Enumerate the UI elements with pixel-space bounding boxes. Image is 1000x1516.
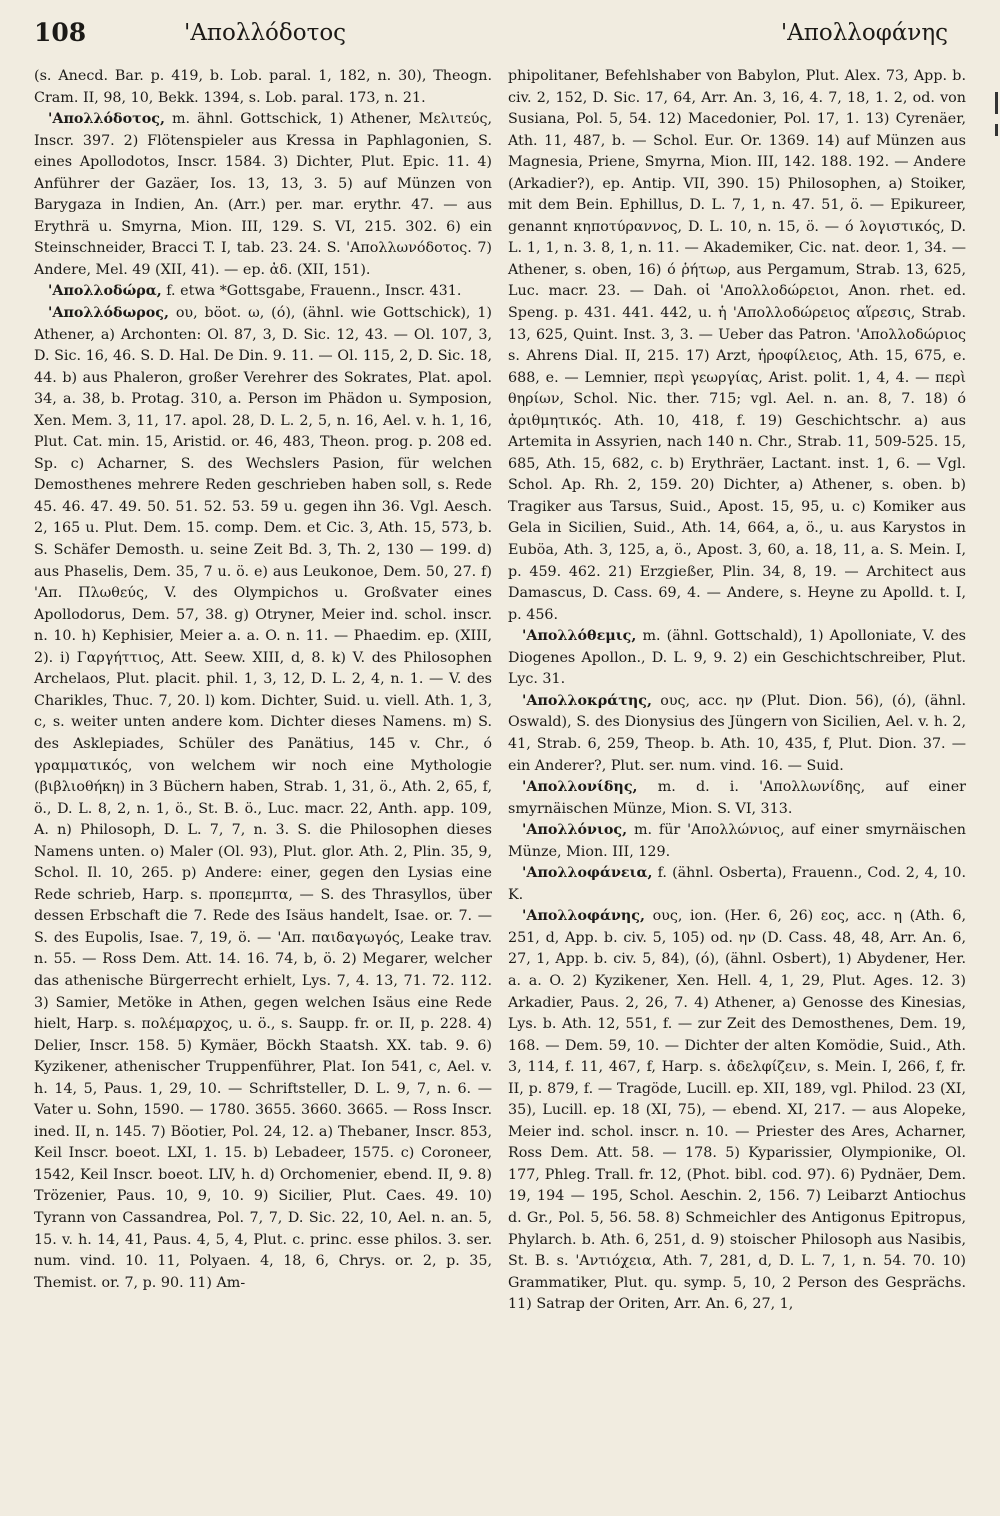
entry-text: ους, ion. (Her. 6, 26) εος, acc. η (Ath. 6, 251, d, App. b. civ. 5, 105) od. ην (D. Cass. 48, 48, Arr. An. 6, 27, 1, App. b. civ. 5, 84), (ό), (ähnl. Osbert), 1) Abydener, Her. a. a. O. 2) Kyzikener, Xen. Hell. 4, 1, 29, Plut. Ages. 12. 3) Arkadier, Paus. 2, 26, 7. 4) Athener, a) Genosse des Kinesias, Lys. b. Ath. 12, 551, f. — zur Zeit des Demosthenes, Dem. 19, 168. — Dem. 59, 10. — Dichter der alten Komödie, Suid., Ath. 3, 114, f. 11, 467, f, Harp. s. ἀδελφίζειν, s. Mein. I, 266, f, fr. II, p. 879, f. — Tragöde, Lucill. ep. XII, 189, vgl. Philod. 23 (XI, 35), Lucill. ep. 18 (XI, 75), — ebend. XI, 217. — aus Alopeke, Meier ind. schol. inscr. n. 10. — Priester des Ares, Acharner, Ross Dem. Att. 58. — 178. 5) Kyparissier, Olympionike, Ol. 177, Phleg. Trall. fr. 12, (Phot. bibl. cod. 97). 6) Pydnäer, Dem. 19, 194 — 195, Schol. Aeschin. 2, 156. 7) Leibarzt Antiochus d. Gr., Pol. 5, 56. 58. 8) Schmeichler des Antigonus Epitropus, Phylarch. b. Ath. 6, 251, d. 9) stoischer Philosoph aus Nasibis, St. B. s. 'Αντιόχεια, Ath. 7, 281, d, D. L. 7, 1, n. 54. 70. 10) Grammatiker, Plut. qu. symp. 5, 10, 2 Person des Gesprächs. 11) Satrap der Oriten, Arr. An. 6, 27, 1, — [508, 908, 967, 1313]
dictionary-entry — [34, 281, 492, 303]
entry-headword: 'Απολλοδώρα, — [48, 283, 162, 300]
edge-mark — [995, 92, 998, 114]
entry-headword: 'Απολλοφάνεια, — [522, 865, 653, 882]
entry-text: f. (ähnl. Osberta), Frauenn., Cod. 2, 4, 10. K. — [508, 865, 967, 903]
edge-mark — [995, 124, 998, 136]
dictionary-entry — [34, 303, 492, 1294]
page-header — [34, 18, 978, 60]
entry-headword: 'Απολλόδωρος, — [48, 305, 169, 322]
entry-text: m. für 'Απολλώνιος, auf einer smyrnäischen Münze, Mion. III, 129. — [508, 822, 966, 860]
dictionary-entry — [508, 906, 966, 1315]
dictionary-entry — [508, 777, 966, 820]
page-number: 108 — [34, 18, 87, 47]
entry-headword: 'Απολλοφάνης, — [522, 908, 645, 925]
entry-headword: 'Απολλόθεμις, — [522, 628, 637, 645]
guide-word-left: 'Απολλόδοτος — [184, 20, 347, 46]
entry-headword: 'Απολλοκράτης, — [522, 692, 652, 709]
entry-text: f. etwa *Gottsgabe, Frauenn., Inscr. 431. — [166, 283, 462, 300]
entry-headword: 'Απολλόνιος, — [522, 822, 628, 839]
dictionary-entry — [508, 820, 966, 863]
entry-text: ου, böot. ω, (ό), (ähnl. wie Gottschick), 1) Athener, a) Archonten: Ol. 87, 3, D. Sic. 12, 43. — Ol. 107, 3, D. Sic. 16, 46. S. D. Hal. De Din. 9. 11. — Ol. 115, 2, D. Sic. 18, 44. b) aus Phaleron, großer Verehrer des Sokrates, Plat. apol. 34, a. 38, b. Protag. 310, a. Person im Phädon u. Symposion, Xen. Mem. 3, 11, 17. apol. 28, D. L. 2, 5, n. 16, Ael. v. h. 1, 16, Plut. Cat. min. 15, Aristid. or. 46, 483, Theon. prog. p. 208 ed. Sp. c) Acharner, S. des Wechslers Pasion, für welchen Demosthenes mehrere Reden geschrieben haben soll, s. Rede 45. 46. 47. 49. 50. 51. 52. 53. 59 u. gegen ihn 36. Vgl. Aesch. 2, 165 u. Plut. Dem. 15. comp. Dem. et Cic. 3, Ath. 15, 573, b. S. Schäfer Demosth. u. seine Zeit Bd. 3, Th. 2, 130 — 199. d) aus Phaselis, Dem. 35, 7 u. ö. e) aus Leukonoe, Dem. 50, 27. f) 'Απ. Πλωθεύς, V. des Olympichos u. Großvater eines Apollodorus, Dem. 57, 38. g) Otryner, Meier ind. schol. inscr. n. 10. h) Kephisier, Meier a. a. O. n. 11. — Phaedim. ep. (XIII, 2). i) Γαργήττιος, Att. Seew. XIII, d, 8. k) V. des Philosophen Archelaos, Plut. placit. phil. 1, 3, 12, D. L. 2, 4, n. 1. — V. des Charikles, Thuc. 7, 20. l) kom. Dichter, Suid. u. viell. Ath. 1, 3, c, s. weiter unten andere kom. Dichter dieses Namens. m) S. des Asklepiades, Schüler des Panätius, 145 v. Chr., ό γραμματικός, von welchem wir noch eine Mythologie (βιβλιοθήκη) in 3 Büchern haben, Strab. 1, 31, ö., Ath. 2, 65, f, ö., D. L. 8, 2, n. 1, ö., St. B. ö., Luc. macr. 22, Anth. app. 109, A. n) Philosoph, D. L. 7, 7, n. 3. S. die Philosophen dieses Namens unten. o) Maler (Ol. 93), Plut. glor. Ath. 2, Plin. 35, 9, Schol. Il. 10, 265. p) Andere: einer, gegen den Lysias eine Rede schrieb, Harp. s. προπεμπτα, — S. des Thrasyllos, über dessen Erbschaft die 7. Rede des Isäus handelt, Isae. or. 7. — S. des Eupolis, Isae. 7, 19, ö. — 'Απ. παιδαγωγός, Leake trav. n. 55. — Ross Dem. Att. 14. 16. 74, b, ö. 2) Megarer, welcher das athenische Bürgerrecht erhielt, Lys. 7, 4. 13, 71. 72. 112. 3) Samier, Metöke in Athen, gegen welchen Isäus eine Rede hielt, Harp. s. πολέμαρχος, u. ö., s. Saupp. fr. or. II, p. 228. 4) Delier, Inscr. 158. 5) Kymäer, Böckh Staatsh. XX. tab. 9. 6) Kyzikener, athenischer Truppenführer, Plat. Ion 541, c, Ael. v. h. 14, 5, Paus. 1, 29, 10. — Schriftsteller, D. L. 9, 7, n. 6. — Vater u. Sohn, 1590. — 1780. 3655. 3660. 3665. — Ross Inscr. ined. II, n. 145. 7) Böotier, Pol. 24, 12. a) Thebaner, Inscr. 853, Keil Inscr. boeot. LXI, 1. 15. b) Lebadeer, 1575. c) Coroneer, 1542, Keil Inscr. boeot. LIV, h. d) Orchomenier, ebend. II, 9. 8) Trözenier, Paus. 10, 9, 10. 9) Sicilier, Plut. Caes. 49. 10) Tyrann von Cassandrea, Pol. 7, 7, D. Sic. 22, 10, Ael. n. an. 5, 15. v. h. 14, 41, Paus. 4, 5, 4, Plut. c. princ. esse philos. 3. ser. num. vind. 10. 11, Polyaen. 4, 18, 6, Chrys. or. 2, p. 35, Themist. or. 7, p. 90. 11) Am- — [34, 305, 493, 1291]
entry-headword: 'Απολλονίδης, — [522, 779, 638, 796]
entry-text: m. ähnl. Gottschick, 1) Athener, Μελιτεύς, Inscr. 397. 2) Flötenspieler aus Kressa in Paphlagonien, S. eines Apollodotos, Inscr. 1584. 3) Dichter, Plut. Epic. 11. 4) Anführer der Gazäer, Ios. 13, 13, 3. 5) auf Münzen von Barygaza in Indien, An. (Arr.) per. mar. erythr. 47. — aus Erythrä u. Smyrna, Mion. III, 129. S. VI, 215. 302. 6) ein Steinschneider, Bracci T. I, tab. 23. 24. S. 'Απολλωνόδοτος. 7) Andere, Mel. 49 (XII, 41). — ep. ἀδ. (XII, 151). — [34, 111, 493, 278]
dictionary-entry — [508, 691, 966, 777]
dictionary-entry — [34, 109, 492, 281]
entry-text: (s. Anecd. Bar. p. 419, b. Lob. paral. 1, 182, n. 30), Theogn. Cram. II, 98, 10, Bekk. 1394, s. Lob. paral. 173, n. 21. — [34, 68, 492, 106]
entry-text: phipolitaner, Befehlshaber von Babylon, Plut. Alex. 73, App. b. civ. 2, 152, D. Sic. 17, 64, Arr. An. 3, 16, 4. 7, 18, 1. 2, od. von Susiana, Pol. 5, 54. 12) Macedonier, Pol. 17, 1. 13) Cyrenäer, Ath. 11, 487, b. — Schol. Eur. Or. 1369. 14) auf Münzen aus Magnesia, Priene, Smyrna, Mion. III, 142. 188. 192. — Andere (Arkadier?), ep. Antip. VII, 390. 15) Philosophen, a) Stoiker, mit dem Bein. Ephillus, D. L. 7, 1, n. 47. 51, ö. — Epikureer, genannt κηποτύραννος, D. L. 10, n. 15, ö. — ό λογιστικός, D. L. 1, 1, n. 3. 8, 1, n. 11. — Akademiker, Cic. nat. deor. 1, 34. — Athener, s. oben, 16) ό ῥήτωρ, aus Pergamum, Strab. 13, 625, Luc. macr. 23. — Dah. οἱ 'Απολλοδώρειοι, Anon. rhet. ed. Speng. p. 431. 441. 442, u. ἡ 'Απολλοδώρειος αἵρεσις, Strab. 13, 625, Quint. Inst. 3, 3. — Ueber das Patron. 'Απολλοδώριος s. Ahrens Dial. II, 215. 17) Arzt, ἡροφίλειος, Ath. 15, 675, e. 688, e. — Lemnier, περὶ γεωργίας, Arist. polit. 1, 4, 4. — περὶ θηρίων, Schol. Nic. ther. 715; vgl. Ael. n. an. 8, 7. 18) ό ἀριθμητικός. Ath. 10, 418, f. 19) Geschichtschr. a) aus Artemita in Assyrien, nach 140 n. Chr., Strab. 11, 509-525. 15, 685, Ath. 15, 682, c. b) Erythräer, Lactant. inst. 1, 6. — Vgl. Schol. Ap. Rh. 2, 159. 20) Dichter, a) Athener, s. oben. b) Tragiker aus Tarsus, Suid., Apost. 15, 95, u. c) Komiker aus Gela in Sicilien, Suid., Ath. 14, 664, a, ö., u. aus Karystos in Euböa, Ath. 3, 125, a, ö., Apost. 3, 60, a. 18, 11, a. S. Mein. I, p. 459. 462. 21) Erzgießer, Plin. 34, 8, 19. — Architect aus Damascus, D. Cass. 69, 4. — Andere, s. Heyne zu Apolld. t. I, p. 456. — [508, 68, 966, 623]
entry-headword: 'Απολλόδοτος, — [48, 111, 165, 128]
text-columns — [34, 66, 974, 1506]
left-column — [34, 66, 492, 1294]
entry-text: ους, acc. ην (Plut. Dion. 56), (ό), (ähnl. Oswald), S. des Dionysius des Jüngern von Sicilien, Ael. v. h. 2, 41, Strab. 6, 259, Theop. b. Ath. 10, 435, f, Plut. Dion. 37. — ein Anderer?, Plut. ser. num. vind. 16. — Suid. — [508, 692, 967, 774]
entry-text: m. d. i. 'Απολλωνίδης, auf einer smyrnäischen Münze, Mion. S. VI, 313. — [508, 779, 967, 817]
dictionary-entry — [508, 626, 966, 691]
dictionary-entry — [508, 863, 966, 906]
entry-text: m. (ähnl. Gottschald), 1) Apolloniate, V. des Diogenes Apollon., D. L. 9, 9. 2) ein Geschichtschreiber, Plut. Lyc. 31. — [508, 628, 966, 688]
entry-continuation — [508, 66, 966, 626]
right-column — [508, 66, 966, 1316]
entry-continuation — [34, 66, 492, 109]
guide-word-right: 'Απολλοφάνης — [780, 20, 948, 46]
